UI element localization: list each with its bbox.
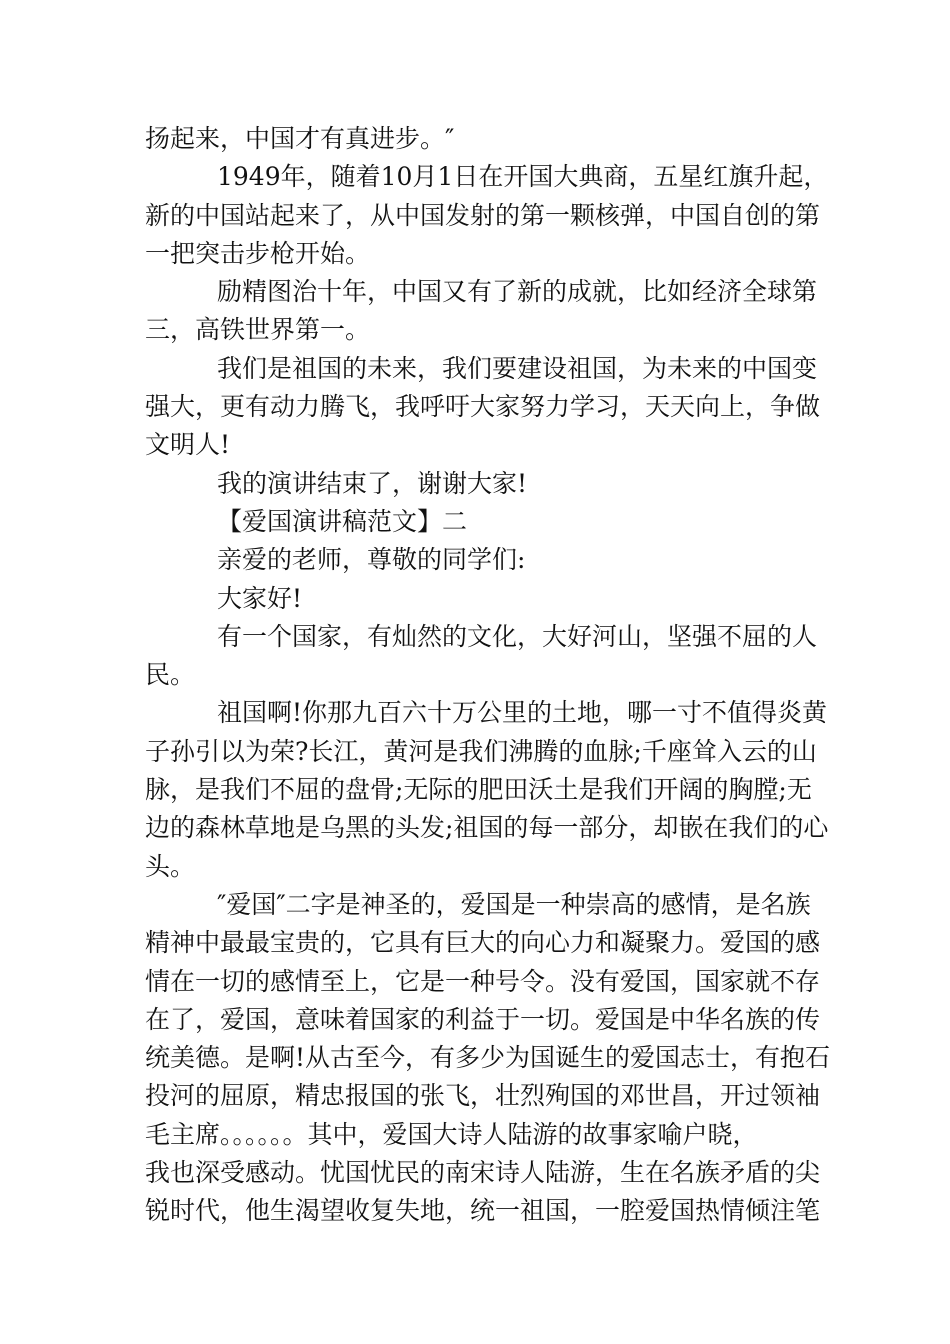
text-line: 脉，是我们不屈的盘骨;无际的肥田沃土是我们开阔的胸膛;无 (145, 775, 812, 805)
text-line: 励精图治十年，中国又有了新的成就，比如经济全球第 (217, 277, 818, 307)
text-line: 一把突击步枪开始。 (145, 238, 371, 268)
text-line: 强大，更有动力腾飞，我呼吁大家努力学习，天天向上，争做 (145, 392, 821, 422)
text-line: 毛主席。。。。。。其中，爱国大诗人陆游的故事家喻户晓， (145, 1119, 758, 1149)
text-line: 锐时代，他生渴望收复失地，统一祖国，一腔爱国热情倾注笔 (145, 1196, 821, 1226)
text-line: 情在一切的感情至上，它是一种号令。没有爱国，国家就不存 (145, 966, 821, 996)
text-line: 有一个国家，有灿然的文化，大好河山，坚强不屈的人 (217, 621, 818, 651)
text-line: 精神中最最宝贵的，它具有巨大的向心力和凝聚力。爱国的感 (145, 928, 821, 958)
text-line: 统美德。是啊!从古至今，有多少为国诞生的爱国志士，有抱石 (145, 1043, 831, 1073)
text-line: 投河的屈原，精忠报国的张飞，壮烈殉国的邓世昌，开过领袖 (145, 1081, 821, 1111)
text-line: 边的森林草地是乌黑的头发;祖国的每一部分，却嵌在我们的心 (145, 813, 829, 843)
text-line: 祖国啊!你那九百六十万公里的土地，哪一寸不值得炎黄 (217, 698, 828, 728)
text-line: 我的演讲结束了，谢谢大家! (217, 468, 528, 498)
text-line: 头。 (145, 851, 196, 881)
text-line: 大家好! (217, 583, 303, 613)
text-line: ″爱国″二字是神圣的，爱国是一种崇高的感情，是名族 (217, 889, 811, 919)
text-line: 子孙引以为荣?长江，黄河是我们沸腾的血脉;千座耸入云的山 (145, 736, 817, 766)
text-line: 民。 (145, 660, 196, 690)
text-line: 在了，爱国，意味着国家的利益于一切。爱国是中华名族的传 (145, 1004, 821, 1034)
text-line: 【爱国演讲稿范文】二 (217, 506, 468, 536)
text-line: 新的中国站起来了，从中国发射的第一颗核弹，中国自创的第 (145, 200, 821, 230)
text-line: 三，高铁世界第一。 (145, 315, 371, 345)
text-line: 文明人! (145, 430, 231, 460)
text-line: 我也深受感动。忧国忧民的南宋诗人陆游，生在名族矛盾的尖 (145, 1158, 821, 1188)
text-line: 我们是祖国的未来，我们要建设祖国，为未来的中国变 (217, 353, 818, 383)
document-page (145, 120, 831, 1231)
text-line: 亲爱的老师，尊敬的同学们: (217, 545, 526, 575)
text-line: 1949年，随着10月1日在开国大典商，五星红旗升起， (217, 162, 829, 192)
text-line: 扬起来，中国才有真进步。″ (145, 124, 455, 153)
